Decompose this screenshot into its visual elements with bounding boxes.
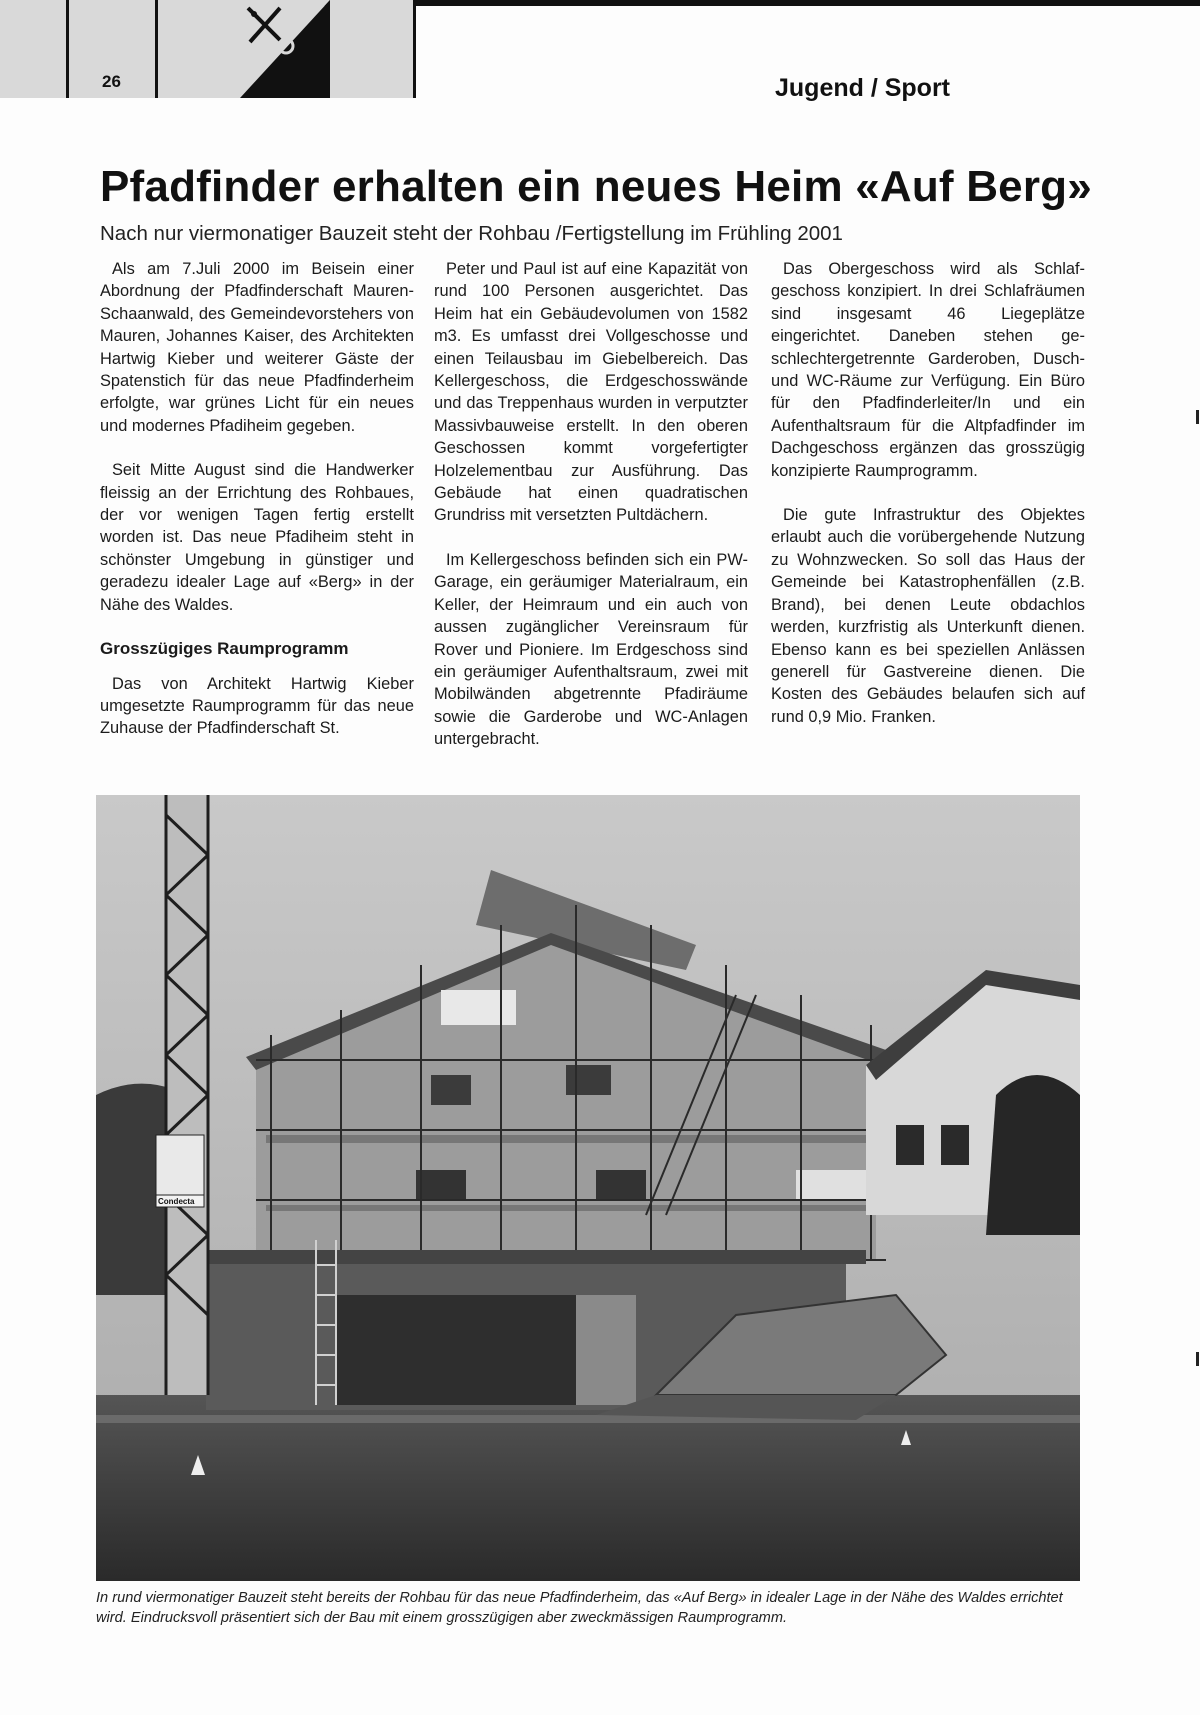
text-column-2: [434, 258, 748, 773]
header-cell: [158, 0, 240, 98]
paragraph: Im Kellergeschoss befinden sich ein PW-Garage, ein geräumiger Materialraum, ein Keller, der Heimraum und ein auch von aussen zugänglicher Vereinsraum für Rover und Pioniere. Im Erdgeschoss sind ein geräumiger Aufenthaltsraum, zwei mit Mobilwänden abgetrennte Pfadiräume sowie die Garderobe und WC-Anlagen untergebracht.: [434, 550, 748, 749]
building-photo: [96, 795, 1080, 1581]
paragraph: Die gute Infrastruktur des Objektes erlaubt auch die vorübergehende Nutzung zu Wohnzwecken. So soll das Haus der Gemeinde bei Katastrophenfällen (z.B. Brand), bei denen Leute obdachlos werden, kurzfristig als Unterkunft dienen. Ebenso kann es bei speziellen Anlässen generell für Gastvereine dienen. Die Kosten des Gebäudes belaufen sich auf rund 0,9 Mio. Franken.: [771, 506, 1085, 726]
section-title: Jugend / Sport: [775, 74, 950, 102]
text-column-3: [771, 258, 1085, 750]
page-header-block: [0, 0, 416, 98]
header-cell: [0, 0, 66, 98]
paragraph: Das von Architekt Hartwig Kieber umgesetzte Raumprogramm für das neue Zuhause der Pfadfinderschaft St.: [100, 674, 414, 738]
header-cell: [330, 0, 416, 98]
page-number: 26: [102, 72, 121, 91]
edge-mark: [1196, 1352, 1199, 1366]
sport-emblem-icon: [240, 0, 330, 98]
subheading: Grosszügiges Raumprogramm: [100, 639, 349, 659]
paragraph: Das Obergeschoss wird als Schlafgeschoss konzipiert. In drei Schlafräumen sind insgesamt 46 Liegeplätze eingerichtet. Daneben stehen geschlechtergetrennte Garderoben, Dusch- und WC-Räume zur Verfügung. Ein Büro für den Pfadfinderleiter/In und ein Aufenthaltsraum für die Altpfadfinder im Dachgeschoss ergänzen das grosszügig konzipierte Raumprogramm.: [771, 260, 1085, 480]
article-subheadline: Nach nur viermonatiger Bauzeit steht der Rohbau /Fertigstellung im Frühling 2001: [100, 222, 843, 245]
paragraph: Als am 7.Juli 2000 im Beisein einer Abordnung der Pfadfinderschaft Mauren-Schaanwald, des Gemeindevorstehers von Mauren, Johannes Kaiser, des Architekten Hartwig Kieber und weiterer Gäste der Spatenstich für das neue Pfadfinderheim erfolgte, war grünes Licht für ein neues und modernes Pfadiheim gegeben.: [100, 260, 414, 435]
text-column-1: [100, 258, 414, 762]
edge-mark: [1196, 410, 1199, 424]
article-headline: Pfadfinder erhalten ein neues Heim «Auf Berg»: [100, 162, 1092, 211]
construction-site-illustration: [96, 795, 1080, 1581]
paragraph: Peter und Paul ist auf eine Kapazität von rund 100 Personen ausgerichtet. Das Heim hat ein Gebäudevolumen von 1582 m3. Es umfasst drei Vollgeschosse und einen Teilausbau im Giebelbereich. Das Kellergeschoss, die Erdgeschosswände und das Treppenhaus wurden in verputzter Massivbauweise erstellt. In den oberen Geschossen kommt vorgefertigter Holzelementbau zur Ausführung. Das Gebäude hat einen quadratischen Grundriss mit versetzten Pultdächern.: [434, 260, 748, 525]
photo-caption: In rund viermonatiger Bauzeit steht bereits der Rohbau für das neue Pfadfinderheim, das «Auf Berg» in idealer Lage in der Nähe des Waldes errichtet wird. Eindrucksvoll präsentiert sich der Bau mit einem grosszügigen aber zweckmässigen Raumprogramm.: [96, 1590, 1063, 1626]
header-divider: [413, 0, 416, 98]
header-divider: [155, 0, 158, 98]
header-divider: [66, 0, 69, 98]
paragraph: Seit Mitte August sind die Handwerker fleissig an der Errichtung des Rohbaues, der vor wenigen Tagen fertig erstellt worden ist. Das neue Pfadiheim steht in schönster Umgebung in günstiger und geradezu idealer Lage auf «Berg» in der Nähe des Waldes.: [100, 461, 414, 614]
crane-sign-label: Condecta: [158, 1197, 195, 1206]
